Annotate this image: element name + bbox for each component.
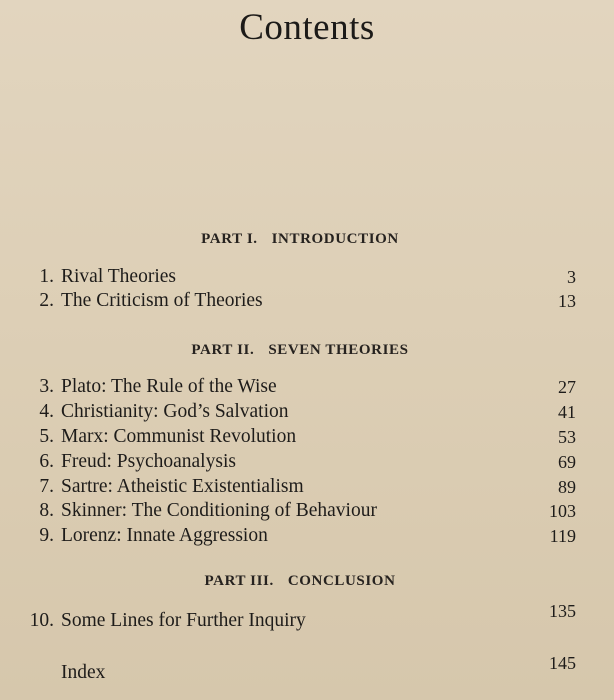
page-number: 89	[558, 477, 576, 497]
part-name: SEVEN THEORIES	[268, 342, 409, 358]
part-heading-3	[0, 573, 600, 590]
chapter-number: 7.	[39, 476, 54, 497]
chapter-number: 4.	[39, 401, 54, 422]
chapter-title: Lorenz: Innate Aggression	[61, 525, 268, 546]
page-number: 145	[549, 653, 576, 673]
chapter-number: 5.	[39, 426, 54, 447]
page-number: 119	[549, 526, 576, 546]
chapter-number: 9.	[39, 525, 54, 546]
chapter-title: Freud: Psychoanalysis	[61, 451, 236, 472]
page-number: 135	[549, 601, 576, 621]
part-label: PART III.	[204, 573, 274, 589]
part-name: INTRODUCTION	[271, 231, 399, 247]
chapter-title: Sartre: Atheistic Existentialism	[61, 476, 304, 497]
toc-entry[interactable]	[0, 374, 614, 400]
toc-entry[interactable]	[0, 449, 614, 475]
index-title: Index	[61, 662, 106, 683]
chapter-number: 10.	[29, 610, 54, 631]
page-number: 103	[549, 501, 576, 521]
chapter-title: Skinner: The Conditioning of Behaviour	[61, 500, 377, 521]
chapter-number: 6.	[39, 451, 54, 472]
chapter-number: 3.	[39, 376, 54, 397]
page-number: 53	[558, 427, 576, 447]
part-label: PART I.	[201, 231, 258, 247]
page-number: 3	[567, 267, 576, 287]
toc-entry[interactable]	[0, 399, 614, 425]
page-title: Contents	[239, 7, 375, 48]
toc-entry[interactable]	[0, 498, 614, 524]
part-name: CONCLUSION	[287, 573, 396, 589]
toc-entry[interactable]	[0, 424, 614, 450]
toc-entry[interactable]	[0, 601, 614, 634]
page-number: 41	[558, 402, 576, 422]
chapter-number: 1.	[39, 266, 54, 287]
part-heading-2	[0, 342, 600, 359]
page-number: 69	[558, 452, 576, 472]
toc-entry-index[interactable]	[0, 653, 614, 686]
toc-entry[interactable]	[0, 288, 614, 314]
toc-entry[interactable]	[0, 474, 614, 500]
toc-entry[interactable]	[0, 264, 614, 290]
chapter-number: 2.	[39, 290, 54, 311]
chapter-title: Rival Theories	[61, 266, 176, 287]
page-number: 13	[558, 291, 576, 311]
page-number: 27	[558, 377, 576, 397]
chapter-number: 8.	[39, 500, 54, 521]
chapter-title: The Criticism of Theories	[61, 290, 263, 311]
toc-entry[interactable]	[0, 523, 614, 549]
chapter-title: Some Lines for Further Inquiry	[61, 610, 306, 631]
chapter-title: Plato: The Rule of the Wise	[61, 376, 277, 397]
part-heading-1	[0, 231, 600, 248]
chapter-title: Marx: Communist Revolution	[61, 426, 297, 447]
chapter-title: Christianity: God’s Salvation	[61, 401, 289, 422]
part-label: PART II.	[191, 342, 255, 358]
